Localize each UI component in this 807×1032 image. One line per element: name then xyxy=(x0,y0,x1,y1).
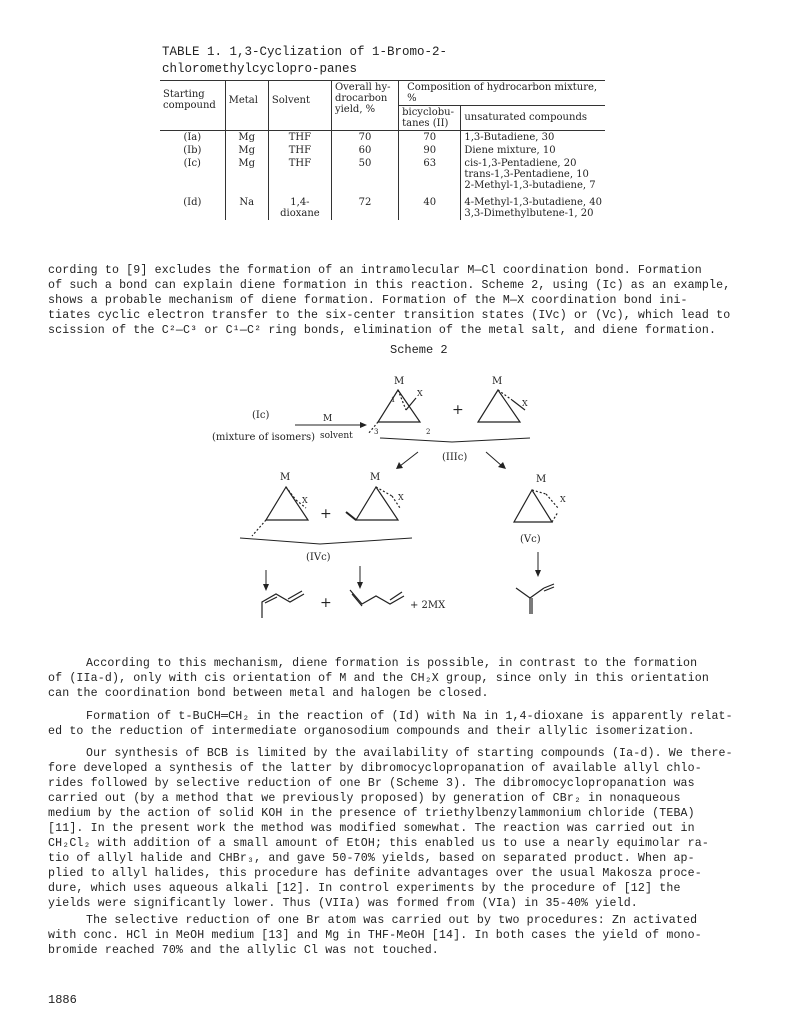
col-solvent: Solvent xyxy=(268,81,331,131)
atom-number-2: 2 xyxy=(426,428,431,436)
m-label: M xyxy=(280,472,291,483)
iiic-structure-2 xyxy=(478,390,525,422)
scheme-2-diagram xyxy=(180,362,640,652)
cell-metal: Mg xyxy=(225,144,268,157)
col-metal: Metal xyxy=(225,81,268,131)
arrow-to-vc xyxy=(486,452,506,469)
ivc-label: (IVc) xyxy=(306,552,331,563)
ivc-bracket xyxy=(240,538,412,544)
plus-sign: + xyxy=(320,506,332,522)
cell-bicyclo: 40 xyxy=(399,192,461,220)
ivc-structure-1 xyxy=(252,487,308,536)
paragraph-1: cording to [9] excludes the formation of an intramolecular M—Cl coordination bond. Formation of such a bond can explain diene formation in this reaction. Scheme 2, using (Ic) as an example, shows a probable mechanism of diene formation. Formation of the M—X coordination bond ini- tiates cyclic electron transfer to the six-center transition states (IVc) or (Vc), which lead to scission of the C²—C³ or C¹—C² ring bonds, elimination of the metal salt, and diene formation. xyxy=(48,264,731,337)
col-bicyclobutanes: bicyclobu-tanes (II) xyxy=(399,106,461,131)
cell-unsaturated: 1,3-Butadiene, 30 xyxy=(464,132,555,143)
paragraph-2: According to this mechanism, diene formation is possible, in contrast to the formation of (IIa-d), only with cis orientation of M and the CH₂X group, since only in this orientation can the coordination bond between metal and halogen be closed. xyxy=(48,657,709,700)
arrow-reagent: M xyxy=(323,414,333,424)
x-label: X xyxy=(417,389,423,398)
m-label: M xyxy=(492,376,503,387)
arrow-condition: solvent xyxy=(320,431,353,441)
cell-metal: Mg xyxy=(225,131,268,145)
start-sublabel: (mixture of isomers) xyxy=(212,432,316,443)
cell-bicyclo: 70 xyxy=(399,131,461,145)
table-1 xyxy=(160,80,605,220)
cell-compound: (Id) xyxy=(160,192,225,220)
cell-unsaturated: 4-Methyl-1,3-butadiene, 40 3,3-Dimethylbutene-1, 20 xyxy=(464,197,602,219)
start-label: (Ic) xyxy=(252,410,270,421)
table-row xyxy=(160,144,605,157)
atom-number-3: 3 xyxy=(374,428,379,436)
arrow-down-3 xyxy=(535,552,541,577)
cell-solvent: THF xyxy=(268,131,331,145)
m-label: M xyxy=(370,472,381,483)
table-row xyxy=(160,157,605,192)
cell-yield: 50 xyxy=(331,157,398,192)
iiic-bracket xyxy=(380,438,530,442)
m-label: M xyxy=(394,376,405,387)
cell-compound: (Ia) xyxy=(160,131,225,145)
col-composition: Composition of hydrocarbon mixture, % xyxy=(399,81,605,106)
x-label: X xyxy=(560,495,566,504)
product-trans-pentadiene xyxy=(262,591,304,618)
x-label: X xyxy=(522,399,528,408)
plus-sign: + xyxy=(452,402,464,418)
cell-solvent: 1,4-dioxane xyxy=(268,192,331,220)
arrow-down-2 xyxy=(357,566,363,589)
table-row xyxy=(160,192,605,220)
product-salt: + 2MX xyxy=(410,600,446,611)
ivc-structure-2 xyxy=(346,487,400,520)
arrow-to-ivc xyxy=(396,452,418,469)
cell-bicyclo: 63 xyxy=(399,157,461,192)
m-label: M xyxy=(536,474,547,485)
paragraph-3: Formation of t-BuCH═CH₂ in the reaction of (Id) with Na in 1,4-dioxane is apparently relat- ed to the reduction of intermediate organosodium compounds and their allylic isomerization. xyxy=(48,710,733,738)
cell-compound: (Ib) xyxy=(160,144,225,157)
plus-sign: + xyxy=(320,595,332,611)
table-caption: TABLE 1. 1,3-Cyclization of 1-Bromo-2-chloromethylcyclopro-panes xyxy=(162,45,448,76)
vc-structure xyxy=(514,490,558,522)
x-label: X xyxy=(302,496,308,505)
cell-yield: 60 xyxy=(331,144,398,157)
iiic-label: (IIIc) xyxy=(442,452,468,463)
x-label: X xyxy=(398,493,404,502)
col-unsaturated: unsaturated compounds xyxy=(464,112,587,123)
cell-bicyclo: 90 xyxy=(399,144,461,157)
paragraph-5: The selective reduction of one Br atom was carried out by two procedures: Zn activated with conc. HCl in MeOH medium [13] and Mg in THF-MeOH [14]. In both cases the yield of mono- bromide reached 70% and the allylic Cl was not touched. xyxy=(48,914,702,957)
col-yield: Overall hy-drocarbon yield, % xyxy=(331,81,398,131)
atom-number-1: 1 xyxy=(391,396,396,404)
cell-unsaturated: Diene mixture, 10 xyxy=(464,145,556,156)
product-cis-pentadiene xyxy=(350,590,404,606)
cell-compound: (Ic) xyxy=(160,157,225,192)
scheme-title: Scheme 2 xyxy=(390,343,448,357)
page-number: 1886 xyxy=(48,993,77,1007)
cell-solvent: THF xyxy=(268,157,331,192)
cell-metal: Mg xyxy=(225,157,268,192)
product-isoprene xyxy=(516,584,554,614)
cell-unsaturated: cis-1,3-Pentadiene, 20 trans-1,3-Pentadiene, 10 2-Methyl-1,3-butadiene, 7 xyxy=(464,158,596,191)
table-row xyxy=(160,131,605,145)
cell-metal: Na xyxy=(225,192,268,220)
cyclization-table xyxy=(160,80,605,220)
vc-label: (Vc) xyxy=(520,534,541,545)
arrow-down-1 xyxy=(263,570,269,591)
cell-solvent: THF xyxy=(268,144,331,157)
paragraph-4: Our synthesis of BCB is limited by the availability of starting compounds (Ia-d). We there- fore developed a synthesis of the latter by dibromocyclopropanation of available allyl chlo- rides followed by selective reduction of one Br (Scheme 3). The dibromocyclopropanation was carried out (by a method that we previously proposed) by generation of CBr₂ in nonaqueous medium by the action of solid KOH in the presence of triethylbenzylammonium chloride (TEBA) [11]. In the present work the method was modified somewhat. The reaction was carried out in CH₂Cl₂ with addition of a small amount of EtOH; this enabled us to use a nearly equimolar ra- tio of allyl halide and CHBr₃, and gave 50-70% yields, based on separated product. When ap- plied to allyl halides, this procedure has definite advantages over the usual Makosza proce- dure, which uses aqueous alkali [12]. In control experiments by the procedure of [12] the yields were significantly lower. Thus (VIIa) was formed from (VIa) in 35-40% yield. xyxy=(48,747,733,910)
cell-yield: 72 xyxy=(331,192,398,220)
cell-yield: 70 xyxy=(331,131,398,145)
col-starting-compound: Starting compound xyxy=(160,81,225,131)
